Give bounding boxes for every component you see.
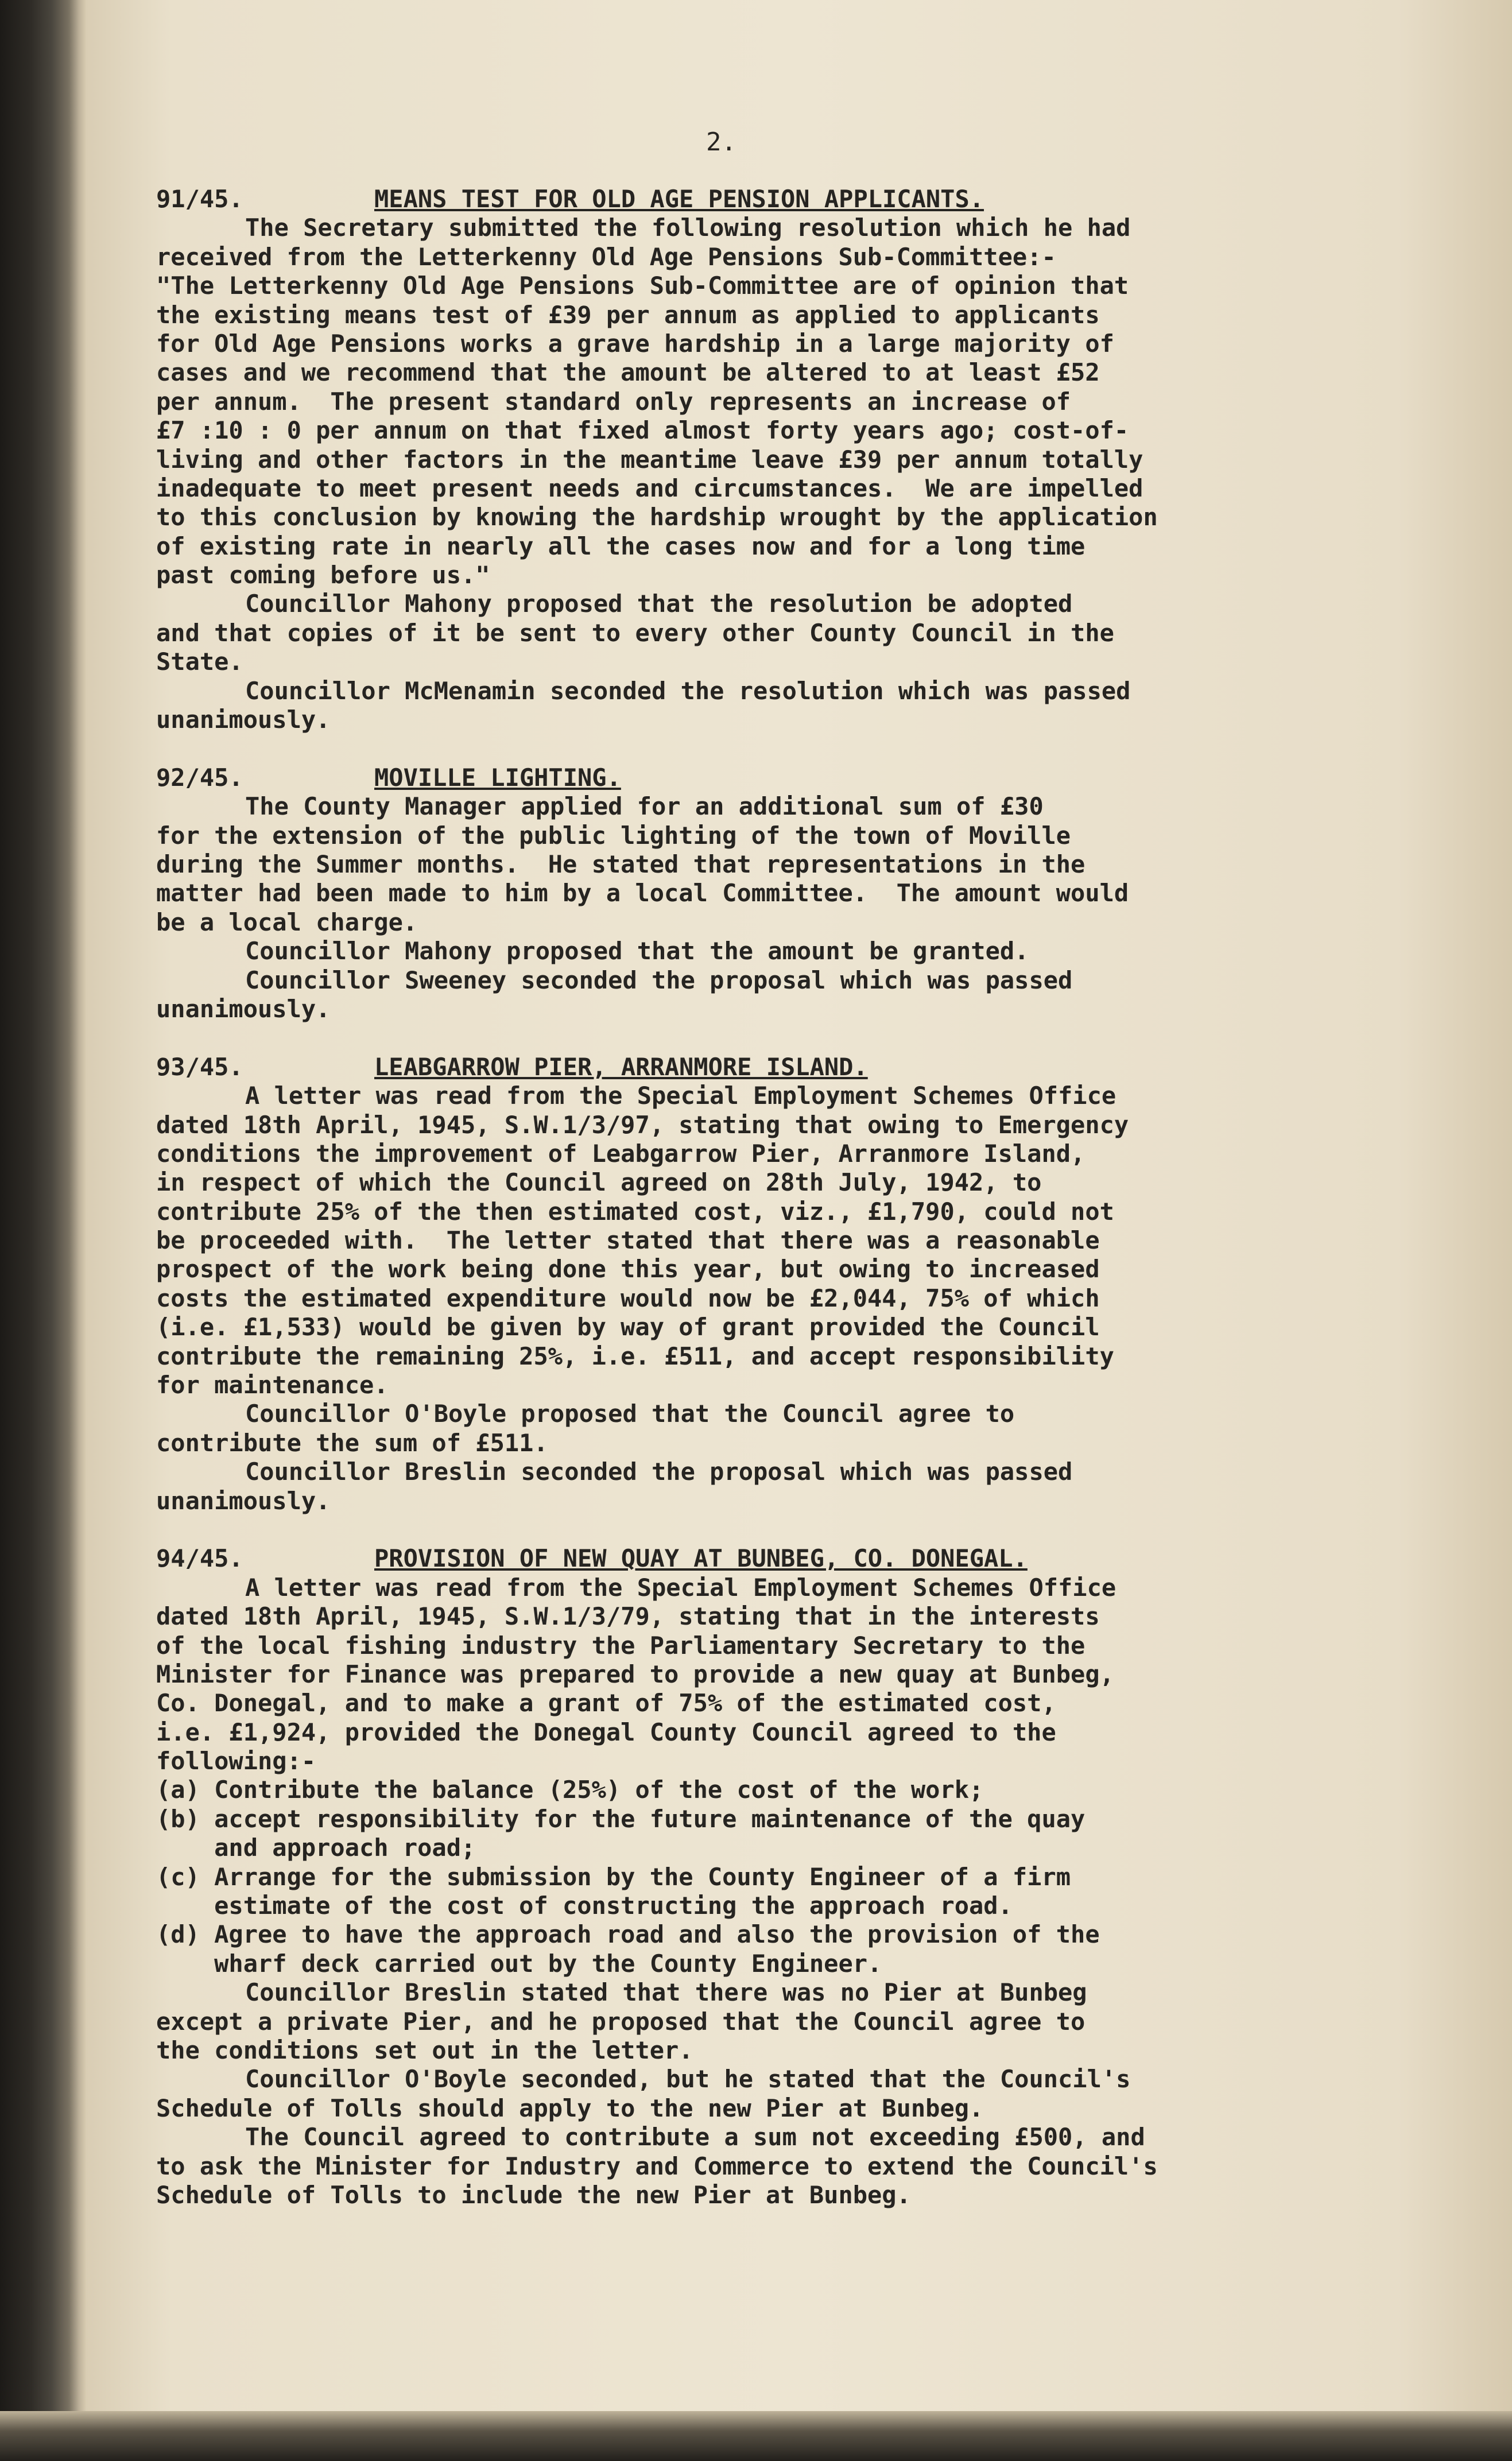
minute-section — [156, 1053, 1408, 1516]
page-number: 2. — [706, 127, 736, 157]
minute-heading-line — [156, 185, 1408, 214]
text-line: of existing rate in nearly all the cases now and for a long time — [156, 532, 1085, 560]
text-line: to ask the Minister for Industry and Commerce to extend the Council's — [156, 2152, 1158, 2180]
text-line: (d) Agree to have the approach road and also the provision of the — [156, 1920, 1100, 1949]
text-line: The County Manager applied for an additional sum of £30 — [245, 792, 1044, 821]
section-gap — [156, 1024, 1408, 1052]
minute-heading: MOVILLE LIGHTING. — [374, 763, 621, 792]
minute-section — [156, 1544, 1408, 2210]
text-line: "The Letterkenny Old Age Pensions Sub-Committee are of opinion that — [156, 272, 1129, 300]
text-line: Councillor Breslin stated that there was no Pier at Bunbeg — [245, 1978, 1087, 2007]
text-line: (c) Arrange for the submission by the County Engineer of a firm — [156, 1862, 1071, 1891]
text-line: Minister for Finance was prepared to provide a new quay at Bunbeg, — [156, 1660, 1114, 1688]
text-line: per annum. The present standard only represents an increase of — [156, 387, 1071, 416]
text-line: during the Summer months. He stated that representations in the — [156, 850, 1085, 878]
text-line: unanimously. — [156, 1486, 331, 1515]
text-line: Councillor Sweeney seconded the proposal which was passed — [245, 966, 1073, 994]
minute-number: 91/45. — [156, 185, 243, 213]
text-line: be proceeded with. The letter stated that there was a reasonable — [156, 1226, 1100, 1255]
minute-heading: LEABGARROW PIER, ARRANMORE ISLAND. — [374, 1052, 868, 1081]
minute-section — [156, 185, 1408, 734]
text-line: for Old Age Pensions works a grave hardship in a large majority of — [156, 329, 1114, 358]
text-line: A letter was read from the Special Employment Schemes Office — [245, 1082, 1116, 1110]
text-line: Councillor O'Boyle seconded, but he stated that the Council's — [245, 2065, 1131, 2094]
text-line: matter had been made to him by a local Committee. The amount would — [156, 879, 1129, 908]
text-line: received from the Letterkenny Old Age Pensions Sub-Committee:- — [156, 242, 1056, 271]
text-line: for maintenance. — [156, 1371, 389, 1400]
minute-heading-line — [156, 1544, 1408, 1573]
minute-number: 93/45. — [156, 1052, 243, 1081]
text-line: except a private Pier, and he proposed that the Council agree to — [156, 2007, 1085, 2036]
text-line: unanimously. — [156, 994, 331, 1023]
section-gap — [156, 734, 1408, 763]
text-line: and approach road; — [156, 1834, 476, 1862]
minute-heading-line — [156, 764, 1408, 792]
text-line: contribute the sum of £511. — [156, 1428, 548, 1457]
minute-number: 94/45. — [156, 1544, 243, 1573]
text-line: contribute 25% of the then estimated cost, viz., £1,790, could not — [156, 1197, 1114, 1226]
minute-number: 92/45. — [156, 763, 243, 792]
text-line: and that copies of it be sent to every other County Council in the — [156, 618, 1114, 647]
minute-heading: MEANS TEST FOR OLD AGE PENSION APPLICANTS. — [374, 185, 984, 213]
minute-heading: PROVISION OF NEW QUAY AT BUNBEG, CO. DONEGAL. — [374, 1544, 1028, 1573]
text-line: costs the estimated expenditure would now be £2,044, 75% of which — [156, 1284, 1100, 1312]
text-line: unanimously. — [156, 706, 331, 734]
page-bottom-edge — [0, 2411, 1512, 2461]
text-line: be a local charge. — [156, 908, 418, 936]
text-line: A letter was read from the Special Employment Schemes Office — [245, 1573, 1116, 1602]
text-line: State. — [156, 648, 243, 676]
text-line: in respect of which the Council agreed on 28th July, 1942, to — [156, 1168, 1042, 1197]
text-line: The Council agreed to contribute a sum not exceeding £500, and — [245, 2123, 1145, 2152]
text-line: Councillor McMenamin seconded the resolution which was passed — [245, 676, 1131, 705]
minutes-text — [156, 185, 1408, 2210]
text-line: The Secretary submitted the following resolution which he had — [245, 214, 1131, 242]
text-line: following:- — [156, 1747, 316, 1776]
section-gap — [156, 1516, 1408, 1544]
text-line: dated 18th April, 1945, S.W.1/3/79, stating that in the interests — [156, 1602, 1100, 1631]
minute-section — [156, 764, 1408, 1024]
text-line: (b) accept responsibility for the future maintenance of the quay — [156, 1804, 1085, 1833]
text-line: past coming before us." — [156, 561, 490, 590]
text-line: Councillor Mahony proposed that the resolution be adopted — [245, 590, 1073, 618]
text-line: the existing means test of £39 per annum as applied to applicants — [156, 300, 1100, 329]
text-line: dated 18th April, 1945, S.W.1/3/97, stating that owing to Emergency — [156, 1110, 1129, 1139]
text-line: conditions the improvement of Leabgarrow Pier, Arranmore Island, — [156, 1139, 1085, 1168]
text-line: wharf deck carried out by the County Engineer. — [156, 1949, 882, 1978]
text-line: for the extension of the public lighting of the town of Moville — [156, 821, 1071, 850]
text-line: estimate of the cost of constructing the approach road. — [156, 1892, 1013, 1920]
text-line: Co. Donegal, and to make a grant of 75% of the estimated cost, — [156, 1689, 1056, 1718]
text-line: living and other factors in the meantime leave £39 per annum totally — [156, 445, 1143, 474]
text-line: the conditions set out in the letter. — [156, 2036, 693, 2064]
text-line: Councillor O'Boyle proposed that the Council agree to — [245, 1400, 1015, 1428]
text-line: to this conclusion by knowing the hardship wrought by the application — [156, 503, 1158, 532]
text-line: £7 :10 : 0 per annum on that fixed almost forty years ago; cost-of- — [156, 416, 1129, 445]
text-line: prospect of the work being done this year, but owing to increased — [156, 1255, 1100, 1284]
text-line: (i.e. £1,533) would be given by way of grant provided the Council — [156, 1313, 1100, 1342]
text-line: Schedule of Tolls should apply to the new Pier at Bunbeg. — [156, 2094, 984, 2122]
text-line: of the local fishing industry the Parliamentary Secretary to the — [156, 1631, 1085, 1660]
book-spine — [0, 0, 86, 2461]
text-line: cases and we recommend that the amount be altered to at least £52 — [156, 358, 1100, 387]
text-line: Schedule of Tolls to include the new Pier at Bunbeg. — [156, 2180, 911, 2209]
text-line: i.e. £1,924, provided the Donegal County Council agreed to the — [156, 1718, 1056, 1746]
text-line: inadequate to meet present needs and circumstances. We are impelled — [156, 474, 1143, 502]
text-line: Councillor Breslin seconded the proposal which was passed — [245, 1458, 1073, 1486]
text-line: contribute the remaining 25%, i.e. £511, and accept responsibility — [156, 1342, 1114, 1370]
minute-heading-line — [156, 1053, 1408, 1082]
text-line: (a) Contribute the balance (25%) of the cost of the work; — [156, 1776, 984, 1804]
text-line: Councillor Mahony proposed that the amount be granted. — [245, 937, 1029, 966]
